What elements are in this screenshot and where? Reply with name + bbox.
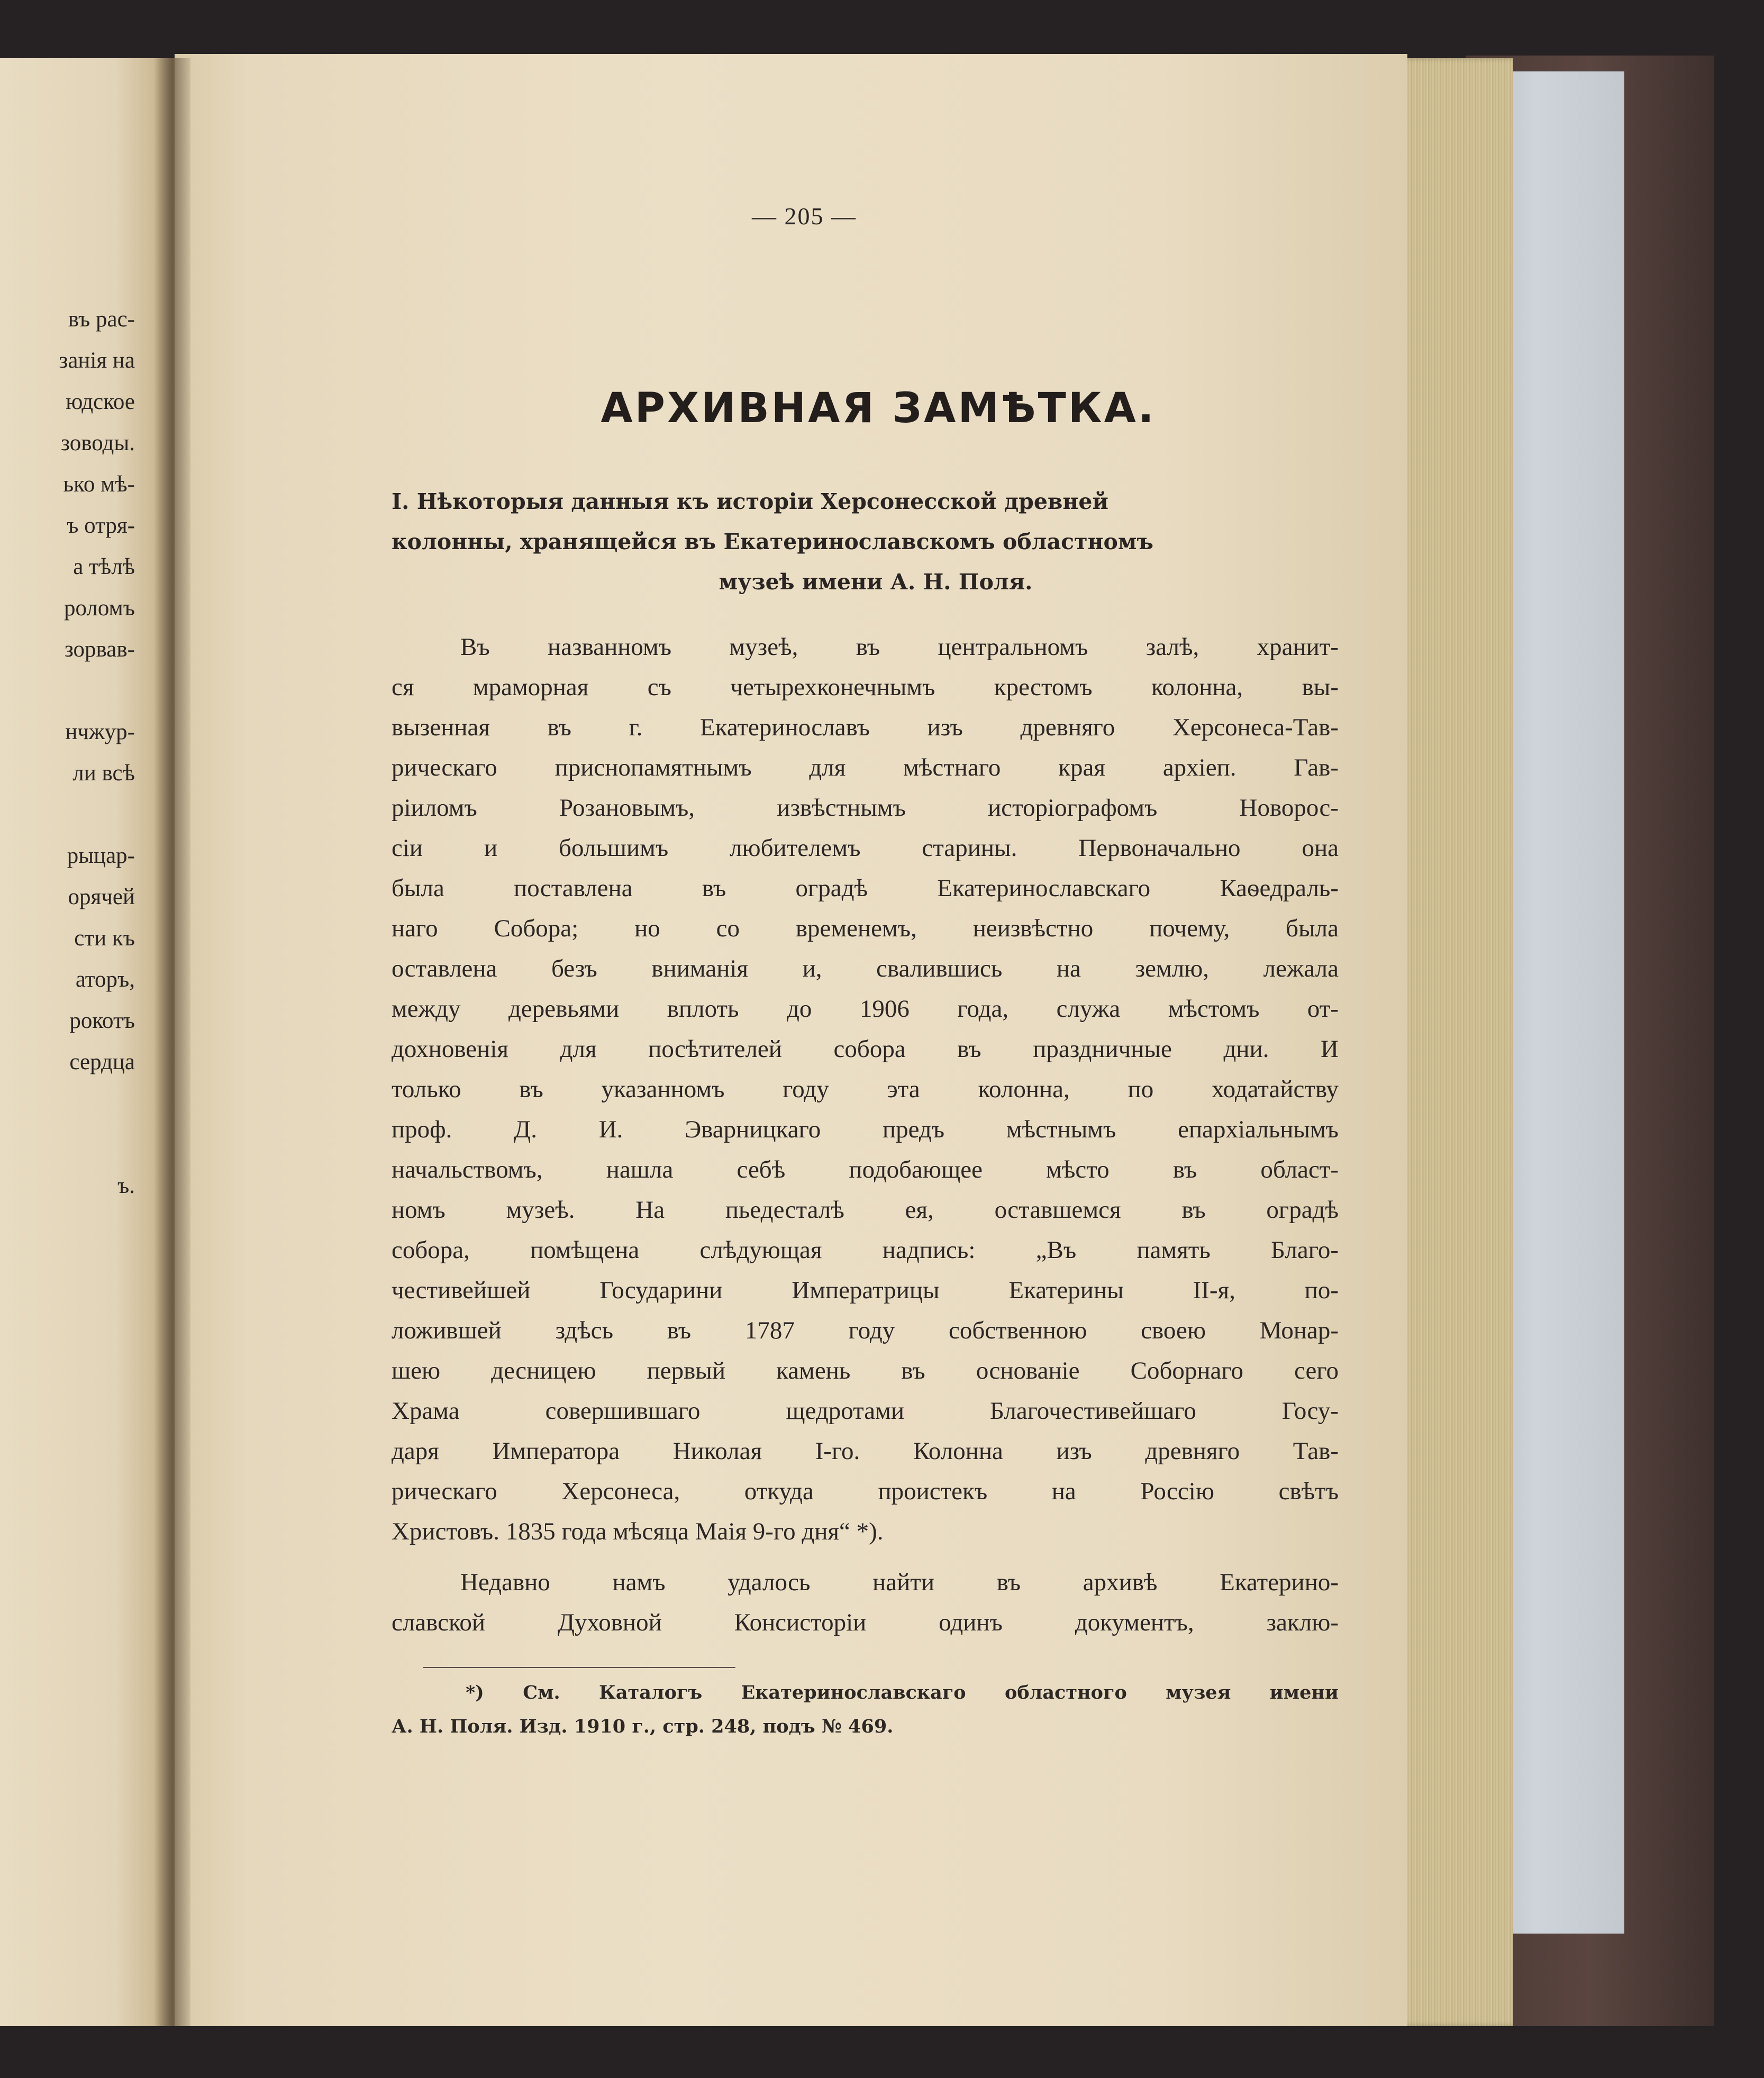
paragraph-line: между деревьями вплоть до 1906 года, служа мѣстомъ от- <box>392 995 1339 1023</box>
left-page-text <box>0 299 135 1207</box>
left-page-line: юдское <box>66 389 135 414</box>
left-page-line <box>0 670 135 712</box>
left-page-line: рокотъ <box>69 1008 135 1033</box>
section-heading-line: I. Нѣкоторыя данныя къ исторіи Херсонесской древней <box>392 489 1108 514</box>
paragraph-line: рическаго Херсонеса, откуда проистекъ на Россію свѣтъ <box>392 1478 1339 1505</box>
paragraph-line: даря Императора Николая I-го. Колонна изъ древняго Тав- <box>392 1437 1339 1465</box>
left-page-line <box>0 1124 135 1165</box>
paragraph-line: оставлена безъ вниманія и, свалившись на землю, лежала <box>392 955 1339 982</box>
background-right <box>1714 0 1764 2078</box>
page-number: — 205 — <box>752 203 857 230</box>
paragraph-line: Въ названномъ музеѣ, въ центральномъ залѣ, хранит- <box>460 633 1339 661</box>
footnote-line: А. Н. Поля. Изд. 1910 г., стр. 248, подъ № 469. <box>392 1716 894 1737</box>
background-top <box>0 0 1764 58</box>
paragraph-line: Храма совершившаго щедротами Благочестивейшаго Госу- <box>392 1397 1339 1425</box>
paragraph-line: дохновенія для посѣтителей собора въ праздничные дни. И <box>392 1035 1339 1063</box>
paragraph-line: славской Духовной Консисторіи одинъ документъ, заклю- <box>392 1609 1339 1636</box>
paragraph-line: наго Собора; но со временемъ, неизвѣстно почему, была <box>392 915 1339 942</box>
left-page-line: въ рас- <box>68 307 135 332</box>
page-block-edges <box>1397 58 1513 2026</box>
paragraph-line: шею десницею первый камень въ основаніе Соборнаго сего <box>392 1357 1339 1384</box>
paragraph-line: только въ указанномъ году эта колонна, по ходатайству <box>392 1076 1339 1103</box>
left-page-line: ли всѣ <box>72 761 135 786</box>
paragraph-line: ріиломъ Розановымъ, извѣстнымъ исторіографомъ Новорос- <box>392 794 1339 822</box>
section-heading-line: колонны, хранящейся въ Екатеринославскомъ областномъ <box>392 529 1153 554</box>
paragraph-line: начальствомъ, нашла себѣ подобающее мѣсто въ област- <box>392 1156 1339 1183</box>
left-facing-page <box>0 58 177 2026</box>
left-page-line: зорвав- <box>64 637 135 662</box>
paragraph-line: Недавно намъ удалось найти въ архивѣ Екатерино- <box>460 1569 1339 1596</box>
left-page-line: ъ отря- <box>67 513 135 538</box>
paragraph-line: вызенная въ г. Екатеринославъ изъ древняго Херсонеса-Тав- <box>392 714 1339 741</box>
paragraph-line: проф. Д. И. Эварницкаго предъ мѣстнымъ епархіальнымъ <box>392 1116 1339 1143</box>
left-page-line: ько мѣ- <box>63 472 135 497</box>
section-heading <box>392 481 1339 602</box>
left-page-line: ъ. <box>117 1173 135 1198</box>
left-page-line: орячей <box>68 885 135 909</box>
paragraph-line: ся мраморная съ четырехконечнымъ крестомъ колонна, вы- <box>392 673 1339 701</box>
body-text <box>392 627 1339 1643</box>
left-page-line <box>0 1083 135 1124</box>
footnote-line: *) См. Каталогъ Екатеринославскаго областного музея имени <box>466 1682 1339 1703</box>
left-page-line: роломъ <box>63 596 135 621</box>
paragraph-line: рическаго приснопамятнымъ для мѣстнаго края архіеп. Гав- <box>392 754 1339 781</box>
left-page-line: аторъ, <box>75 967 135 992</box>
left-page-line: рыцар- <box>67 843 135 868</box>
paragraph-line: ложившей здѣсь въ 1787 году собственною своею Монар- <box>392 1317 1339 1344</box>
background-bottom <box>0 2026 1764 2078</box>
left-page-line: а тѣлѣ <box>73 554 135 579</box>
left-page-line: сердца <box>69 1050 135 1074</box>
left-page-line: сти къ <box>74 926 135 951</box>
paragraph-line: честивейшей Государини Императрицы Екатерины II-я, по- <box>392 1277 1339 1304</box>
paragraph-line: сіи и большимъ любителемъ старины. Первоначально она <box>392 834 1339 862</box>
gutter-shadow <box>153 58 190 2026</box>
paragraph-line: номъ музеѣ. На пьедесталѣ ея, оставшемся въ оградѣ <box>392 1196 1339 1224</box>
paragraph-line: Христовъ. 1835 года мѣсяца Маія 9-го дня“ *). <box>392 1518 884 1545</box>
paragraph-gap <box>392 1552 1339 1562</box>
left-page-line: нчжур- <box>65 719 135 744</box>
left-page-line: занія на <box>59 348 135 373</box>
main-page <box>175 54 1407 2026</box>
paragraph-line: была поставлена въ оградѣ Екатеринославскаго Каѳедраль- <box>392 874 1339 902</box>
footnote <box>392 1676 1339 1744</box>
left-page-line <box>0 794 135 835</box>
footnote-divider <box>423 1667 735 1668</box>
left-page-line: зоводы. <box>60 431 135 455</box>
section-heading-line: музеѣ имени А. Н. Поля. <box>719 569 1033 595</box>
page-title: АРХИВНАЯ ЗАМѢТКА. <box>601 385 1156 432</box>
paragraph-line: собора, помѣщена слѣдующая надпись: „Въ память Благо- <box>392 1236 1339 1264</box>
